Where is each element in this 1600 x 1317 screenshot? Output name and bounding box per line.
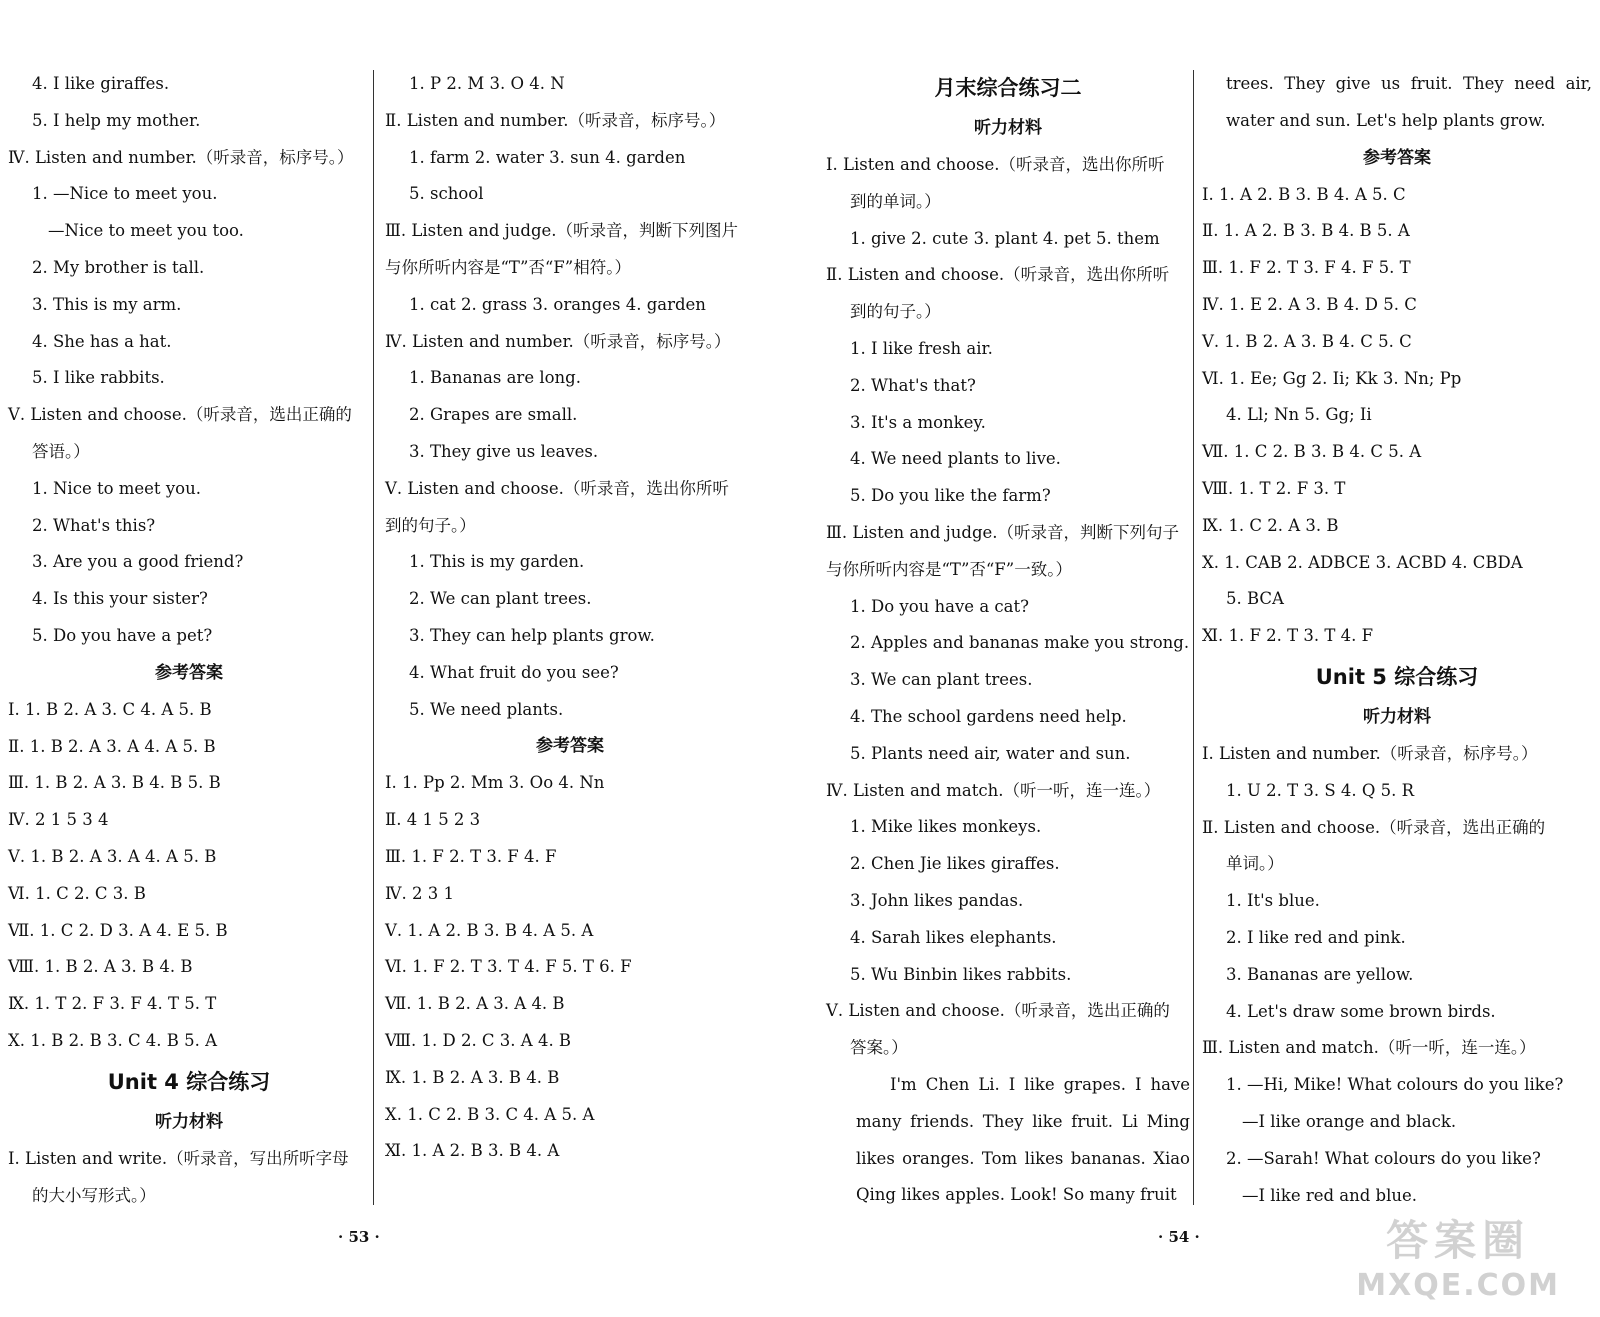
text-line: Ⅸ. 1. B 2. A 3. B 4. B <box>385 1067 560 1087</box>
text-line: Ⅸ. 1. C 2. A 3. B <box>1202 515 1339 535</box>
text-line: 1. I like fresh air. <box>850 338 993 358</box>
text-line: 2. —Sarah! What colours do you like? <box>1226 1148 1541 1168</box>
watermark-text: 答案圈 <box>1386 1216 1531 1265</box>
text-line: 的大小写形式。） <box>32 1185 156 1205</box>
text-line: 5. We need plants. <box>409 699 564 719</box>
text-line: 5. I like rabbits. <box>32 368 165 388</box>
text-line: Ⅶ. 1. C 2. D 3. A 4. E 5. B <box>8 920 228 940</box>
text-line: 1. It's blue. <box>1226 891 1320 911</box>
text-line: Ⅳ. 2 1 5 3 4 <box>8 810 109 830</box>
text-line: Ⅲ. 1. B 2. A 3. B 4. B 5. B <box>8 773 221 793</box>
text-line: 1. U 2. T 3. S 4. Q 5. R <box>1226 780 1415 800</box>
text-line: Ⅴ. Listen and choose.（听录音，选出正确的 <box>826 1001 1170 1021</box>
text-line: 1. Mike likes monkeys. <box>850 817 1042 837</box>
text-line: 4. Let's draw some brown birds. <box>1226 1001 1496 1021</box>
text-line: Ⅰ. Listen and choose.（听录音，选出你所听 <box>826 155 1165 174</box>
section-title: Unit 5 综合练习 <box>1315 664 1479 689</box>
section-title: Unit 4 综合练习 <box>107 1069 271 1094</box>
text-line: 2. Chen Jie likes giraffes. <box>850 854 1060 874</box>
page-53-column-1 <box>8 66 370 1214</box>
text-line: 5. Plants need air, water and sun. <box>850 743 1131 763</box>
section-title: 月末综合练习二 <box>934 76 1082 100</box>
text-line: 4. Is this your sister? <box>32 589 208 609</box>
text-line: Ⅱ. 1. B 2. A 3. A 4. A 5. B <box>8 736 216 756</box>
text-line: 4. We need plants to live. <box>850 449 1061 469</box>
text-line: 5. BCA <box>1226 589 1284 609</box>
text-line: 单词。） <box>1226 854 1284 874</box>
page-54-column-2 <box>1202 66 1592 1214</box>
text-line: Ⅱ. Listen and choose.（听录音，选出正确的 <box>1202 817 1546 837</box>
column-divider-right <box>1193 70 1194 1205</box>
text-line: Ⅰ. 1. B 2. A 3. C 4. A 5. B <box>8 699 212 719</box>
text-line: 答案。） <box>850 1038 908 1058</box>
text-line: Ⅷ. 1. T 2. F 3. T <box>1202 478 1346 498</box>
text-line: 1. Nice to meet you. <box>32 478 201 498</box>
text-line: 2. What's this? <box>32 515 156 535</box>
text-line: 4. Sarah likes elephants. <box>850 927 1057 947</box>
text-line: 4. What fruit do you see? <box>409 662 619 682</box>
text-line: Ⅴ. 1. B 2. A 3. B 4. C 5. C <box>1202 331 1412 351</box>
page-number-right: · 54 · <box>1158 1228 1200 1246</box>
text-line: Ⅴ. Listen and choose.（听录音，选出正确的 <box>8 405 352 425</box>
text-line: 3. This is my arm. <box>32 294 182 314</box>
text-line: 到的句子。） <box>850 302 941 322</box>
text-line: Ⅹ. 1. B 2. B 3. C 4. B 5. A <box>8 1030 218 1050</box>
page-53-column-2 <box>385 66 755 1170</box>
section-subtitle: 参考答案 <box>155 662 223 683</box>
text-line: Ⅴ. Listen and choose.（听录音，选出你所听 <box>385 478 729 498</box>
text-line: 答语。） <box>32 441 90 461</box>
listening-passage-continued: trees. They give us fruit. They need air, water and sun. Let's help plants grow. <box>1226 74 1592 130</box>
text-line: 1. Do you have a cat? <box>850 596 1029 616</box>
text-line: —I like red and blue. <box>1242 1185 1418 1205</box>
text-line: 3. They give us leaves. <box>409 441 599 461</box>
text-line: 2. What's that? <box>850 375 976 395</box>
text-line: 4. The school gardens need help. <box>850 706 1127 726</box>
watermark-url: MXQE.COM <box>1356 1268 1560 1303</box>
text-line: Ⅳ. Listen and number.（听录音，标序号。） <box>385 331 731 351</box>
text-line: Ⅳ. 1. E 2. A 3. B 4. D 5. C <box>1202 294 1417 314</box>
text-line: 3. It's a monkey. <box>850 412 986 432</box>
text-line: Ⅷ. 1. D 2. C 3. A 4. B <box>385 1030 572 1050</box>
text-line: 1. This is my garden. <box>409 552 585 572</box>
text-line: Ⅷ. 1. B 2. A 3. B 4. B <box>8 957 193 977</box>
text-line: Ⅰ. 1. Pp 2. Mm 3. Oo 4. Nn <box>385 773 605 793</box>
text-line: Ⅲ. Listen and judge.（听录音，判断下列图片 <box>385 221 739 241</box>
text-line: Ⅰ. Listen and write.（听录音，写出所听字母 <box>8 1148 349 1168</box>
text-line: 1. —Nice to meet you. <box>32 184 218 204</box>
text-line: 3. They can help plants grow. <box>409 625 655 645</box>
text-line: 5. Wu Binbin likes rabbits. <box>850 964 1072 984</box>
text-line: Ⅱ. 4 1 5 2 3 <box>385 810 481 830</box>
column-divider-left <box>373 70 374 1205</box>
text-line: 3. John likes pandas. <box>850 890 1024 910</box>
text-line: 2. Grapes are small. <box>409 405 578 425</box>
text-line: Ⅰ. 1. A 2. B 3. B 4. A 5. C <box>1202 184 1406 204</box>
section-subtitle: 听力材料 <box>155 1111 223 1132</box>
text-line: Ⅱ. Listen and number.（听录音，标序号。） <box>385 110 726 130</box>
text-line: Ⅺ. 1. F 2. T 3. T 4. F <box>1202 626 1374 646</box>
section-subtitle: 参考答案 <box>1363 147 1431 168</box>
text-line: —Nice to meet you too. <box>48 221 244 241</box>
text-line: 4. She has a hat. <box>32 331 172 351</box>
text-line: 5. I help my mother. <box>32 110 201 130</box>
text-line: 2. My brother is tall. <box>32 257 205 277</box>
text-line: 到的单词。） <box>850 191 941 211</box>
text-line: Ⅱ. 1. A 2. B 3. B 4. B 5. A <box>1202 221 1410 241</box>
text-line: 1. Bananas are long. <box>409 368 581 388</box>
text-line: Ⅳ. Listen and match.（听一听，连一连。） <box>826 780 1161 800</box>
text-line: 5. school <box>409 184 484 204</box>
section-subtitle: 听力材料 <box>974 118 1042 138</box>
text-line: 与你所听内容是“T”否“F”一致。） <box>826 559 1072 579</box>
text-line: Ⅹ. 1. CAB 2. ADBCE 3. ACBD 4. CBDA <box>1202 552 1523 572</box>
text-line: 4. I like giraffes. <box>32 74 170 93</box>
text-line: Ⅸ. 1. T 2. F 3. F 4. T 5. T <box>8 994 217 1014</box>
text-line: —I like orange and black. <box>1242 1111 1457 1131</box>
page-number-left: · 53 · <box>338 1228 380 1246</box>
text-line: Ⅵ. 1. F 2. T 3. T 4. F 5. T 6. F <box>385 957 632 977</box>
section-subtitle: 听力材料 <box>1363 706 1431 727</box>
text-line: 1. give 2. cute 3. plant 4. pet 5. them <box>850 228 1160 248</box>
text-line: 3. Are you a good friend? <box>32 552 244 572</box>
text-line: Ⅵ. 1. C 2. C 3. B <box>8 883 146 903</box>
text-line: Ⅴ. 1. B 2. A 3. A 4. A 5. B <box>8 846 217 866</box>
text-line: 2. I like red and pink. <box>1226 927 1406 947</box>
text-line: 4. Ll; Nn 5. Gg; Ii <box>1226 405 1372 425</box>
text-line: Ⅲ. 1. F 2. T 3. F 4. F <box>385 846 557 866</box>
text-line: Ⅲ. Listen and judge.（听录音，判断下列句子 <box>826 522 1180 542</box>
text-line: 2. Apples and bananas make you strong. <box>850 633 1190 653</box>
page-54-column-1 <box>826 66 1190 1214</box>
text-line: 1. —Hi, Mike! What colours do you like? <box>1226 1075 1564 1095</box>
text-line: Ⅳ. 2 3 1 <box>385 883 454 903</box>
listening-passage: I'm Chen Li. I like grapes. I have many friends. They like fruit. Li Ming likes oranges. Tom likes bananas. Xiao Qing likes apples. Look! So many fruit <box>856 1074 1190 1205</box>
text-line: Ⅺ. 1. A 2. B 3. B 4. A <box>385 1141 560 1161</box>
text-line: Ⅵ. 1. Ee; Gg 2. Ii; Kk 3. Nn; Pp <box>1202 368 1462 388</box>
watermark-logo <box>1356 1208 1560 1303</box>
text-line: 与你所听内容是“T”否“F”相符。） <box>385 257 631 277</box>
text-line: 2. We can plant trees. <box>409 589 592 609</box>
text-line: 到的句子。） <box>385 515 476 535</box>
text-line: 5. Do you have a pet? <box>32 625 213 645</box>
text-line: 5. Do you like the farm? <box>850 486 1051 506</box>
text-line: Ⅶ. 1. B 2. A 3. A 4. B <box>385 994 565 1014</box>
text-line: Ⅹ. 1. C 2. B 3. C 4. A 5. A <box>385 1104 595 1124</box>
text-line: Ⅲ. Listen and match.（听一听，连一连。） <box>1202 1038 1536 1058</box>
text-line: Ⅶ. 1. C 2. B 3. B 4. C 5. A <box>1202 442 1422 462</box>
text-line: 3. We can plant trees. <box>850 670 1033 690</box>
text-line: 1. farm 2. water 3. sun 4. garden <box>409 147 686 167</box>
text-line: Ⅱ. Listen and choose.（听录音，选出你所听 <box>826 265 1170 285</box>
text-line: Ⅳ. Listen and number.（听录音，标序号。） <box>8 147 354 167</box>
text-line: Ⅲ. 1. F 2. T 3. F 4. F 5. T <box>1202 258 1411 278</box>
text-line: 1. cat 2. grass 3. oranges 4. garden <box>409 294 706 314</box>
section-subtitle: 参考答案 <box>536 736 604 757</box>
text-line: Ⅴ. 1. A 2. B 3. B 4. A 5. A <box>385 920 594 940</box>
text-line: 1. P 2. M 3. O 4. N <box>409 74 565 93</box>
text-line: Ⅰ. Listen and number.（听录音，标序号。） <box>1202 743 1538 763</box>
text-line: 3. Bananas are yellow. <box>1226 964 1414 984</box>
